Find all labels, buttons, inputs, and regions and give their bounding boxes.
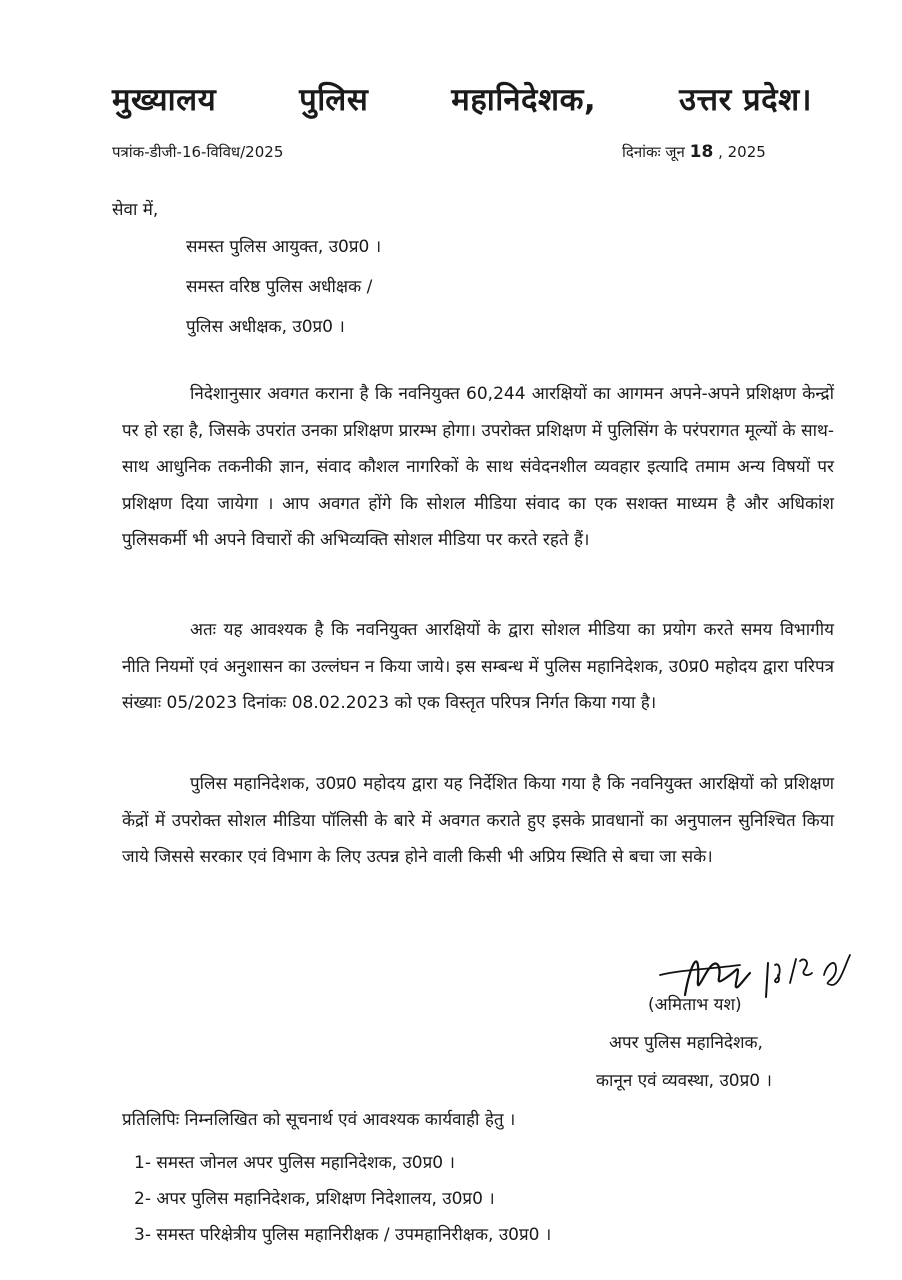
letterhead-word-4: उत्तर प्रदेश। xyxy=(679,82,812,118)
copy-to-item-2: 2- अपर पुलिस महानिदेशक, प्रशिक्षण निदेशालय, उ0प्र0 । xyxy=(134,1189,495,1209)
copy-to-item-3: 3- समस्त परिक्षेत्रीय पुलिस महानिरीक्षक / उपमहानिरीक्षक, उ0प्र0 । xyxy=(134,1225,552,1245)
body-paragraph-2: अतः यह आवश्यक है कि नवनियुक्त आरक्षियों के द्वारा सोशल मीडिया का प्रयोग करते समय विभागीय नीति नियमों एवं अनुशासन का उल्लंघन न किया जाये। इस सम्बन्ध में पुलिस महानिदेशक, उ0प्र0 महोदय द्वारा परिपत्र संख्याः 05/2023 दिनांकः 08.02.2023 को एक विस्तृत परिपत्र निर्गत किया गया है। xyxy=(122,620,834,713)
signatory-designation-2: कानून एवं व्यवस्था, उ0प्र0 । xyxy=(596,1071,772,1091)
addressee-line-2: समस्त वरिष्ठ पुलिस अधीक्षक / xyxy=(186,277,373,297)
signatory-designation-1: अपर पुलिस महानिदेशक, xyxy=(609,1033,763,1053)
letterhead xyxy=(112,78,812,120)
salutation: सेवा में, xyxy=(112,200,159,220)
letterhead-word-2: पुलिस xyxy=(299,82,369,118)
copy-to-heading: प्रतिलिपिः निम्नलिखित को सूचनार्थ एवं आवश्यक कार्यवाही हेतु । xyxy=(122,1110,516,1130)
addressee-line-1: समस्त पुलिस आयुक्त, उ0प्र0 । xyxy=(186,237,382,257)
body-paragraph-3: पुलिस महानिदेशक, उ0प्र0 महोदय द्वारा यह निर्देशित किया गया है कि नवनियुक्त आरक्षियों को प्रशिक्षण केंद्रों में उपरोक्त सोशल मीडिया पॉलिसी के बारे में अवगत कराते हुए इसके प्रावधानों का अनुपालन सुनिश्चित किया जाये जिससे सरकार एवं विभाग के लिए उत्पन्न होने वाली किसी भी अप्रिय स्थिति से बचा जा सके। xyxy=(122,774,834,867)
date-day: 18 xyxy=(689,142,714,162)
letter-date xyxy=(622,142,766,162)
signatory-name: (अमिताभ यश) xyxy=(648,995,742,1015)
addressee-line-3: पुलिस अधीक्षक, उ0प्र0 । xyxy=(186,317,345,337)
reference-number: पत्रांक-डीजी-16-विविध/2025 xyxy=(112,143,284,161)
copy-to-item-1: 1- समस्त जोनल अपर पुलिस महानिदेशक, उ0प्र0 । xyxy=(134,1153,455,1173)
letterhead-word-1: मुख्यालय xyxy=(112,82,217,118)
date-year: , 2025 xyxy=(718,143,766,161)
date-label: दिनांकः जून xyxy=(622,143,685,161)
letterhead-word-3: महानिदेशक, xyxy=(451,82,597,118)
body-paragraph-1: निदेशानुसार अवगत कराना है कि नवनियुक्त 60,244 आरक्षियों का आगमन अपने-अपने प्रशिक्षण केन्द्रों पर हो रहा है, जिसके उपरांत उनका प्रशिक्षण प्रारम्भ होगा। उपरोक्त प्रशिक्षण में पुलिसिंग के परंपरागत मूल्यों के साथ-साथ आधुनिक तकनीकी ज्ञान, संवाद कौशल नागरिकों के साथ संवेदनशील व्यवहार इत्यादि तमाम अन्य विषयों पर प्रशिक्षण दिया जायेगा । आप अवगत होंगे कि सोशल मीडिया संवाद का एक सशक्त माध्यम है और अधिकांश पुलिसकर्मी भी अपने विचारों की अभिव्यक्ति सोशल मीडिया पर करते रहते हैं। xyxy=(122,384,834,550)
